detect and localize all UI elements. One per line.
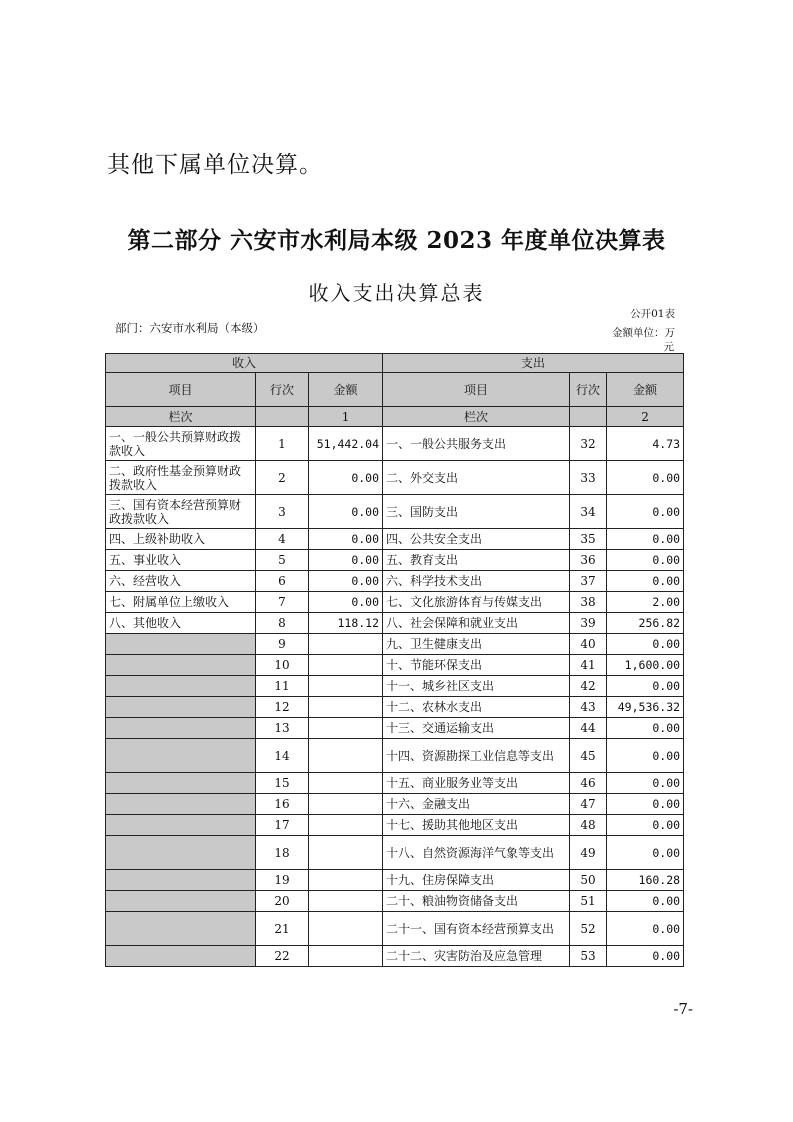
expense-item-cell: 八、社会保障和就业支出 [383, 613, 570, 634]
expense-row-no-cell: 44 [570, 718, 607, 739]
header-row-columns [106, 373, 684, 407]
expense-item-cell: 三、国防支出 [383, 495, 570, 529]
table-row [106, 655, 684, 676]
expense-item-cell: 二十二、灾害防治及应急管理 [383, 946, 570, 967]
income-amount-cell [309, 794, 383, 815]
expense-row-no-cell: 48 [570, 815, 607, 836]
page-number: -7- [673, 1000, 693, 1018]
expense-amount-cell: 0.00 [607, 461, 684, 495]
table-row [106, 634, 684, 655]
expense-amount-cell: 0.00 [607, 676, 684, 697]
expense-row-no-cell: 38 [570, 592, 607, 613]
table-row [106, 592, 684, 613]
income-item-cell [106, 773, 256, 794]
table-row [106, 815, 684, 836]
expense-amount-cell: 0.00 [607, 571, 684, 592]
income-item-cell [106, 946, 256, 967]
expense-row-no-header: 行次 [570, 373, 607, 407]
expense-amount-header: 金额 [607, 373, 684, 407]
expense-amount-cell: 0.00 [607, 495, 684, 529]
income-item-cell: 八、其他收入 [106, 613, 256, 634]
intro-text: 其他下属单位决算。 [107, 152, 323, 178]
expense-row-no-cell: 34 [570, 495, 607, 529]
income-row-no-cell: 16 [256, 794, 309, 815]
expense-amount-cell: 1,600.00 [607, 655, 684, 676]
income-item-cell: 六、经营收入 [106, 571, 256, 592]
expense-item-cell: 十七、援助其他地区支出 [383, 815, 570, 836]
expense-item-cell: 一、一般公共服务支出 [383, 427, 570, 461]
expense-item-cell: 十一、城乡社区支出 [383, 676, 570, 697]
income-row-no-cell: 17 [256, 815, 309, 836]
income-item-cell [106, 634, 256, 655]
expense-item-cell: 四、公共安全支出 [383, 529, 570, 550]
table-row [106, 836, 684, 870]
income-amount-cell [309, 836, 383, 870]
income-row-no-header: 行次 [256, 373, 309, 407]
expense-amount-cell: 2.00 [607, 592, 684, 613]
expense-item-cell: 六、科学技术支出 [383, 571, 570, 592]
expense-amount-cell: 0.00 [607, 634, 684, 655]
income-row-no-cell: 4 [256, 529, 309, 550]
income-item-header: 项目 [106, 373, 256, 407]
table-row [106, 571, 684, 592]
income-row-no-cell: 20 [256, 891, 309, 912]
expense-item-cell: 七、文化旅游体育与传媒支出 [383, 592, 570, 613]
expense-item-cell: 二十、粮油物资储备支出 [383, 891, 570, 912]
expense-item-cell: 五、教育支出 [383, 550, 570, 571]
expense-row-no-cell: 50 [570, 870, 607, 891]
expense-row-no-cell: 39 [570, 613, 607, 634]
expense-row-no-cell: 43 [570, 697, 607, 718]
expense-item-cell: 十、节能环保支出 [383, 655, 570, 676]
income-row-no-cell: 3 [256, 495, 309, 529]
income-row-no-cell: 5 [256, 550, 309, 571]
expense-item-cell: 十五、商业服务业等支出 [383, 773, 570, 794]
income-row-no-cell: 12 [256, 697, 309, 718]
income-amount-cell [309, 815, 383, 836]
expense-row-no-cell: 52 [570, 912, 607, 946]
table-row [106, 697, 684, 718]
table-row [106, 495, 684, 529]
expense-item-cell: 二十一、国有资本经营预算支出 [383, 912, 570, 946]
table-row [106, 718, 684, 739]
income-amount-cell: 0.00 [309, 461, 383, 495]
expense-item-cell: 二、外交支出 [383, 461, 570, 495]
table-row [106, 912, 684, 946]
expense-item-header: 项目 [383, 373, 570, 407]
income-amount-cell [309, 718, 383, 739]
table-row [106, 891, 684, 912]
income-item-cell [106, 815, 256, 836]
income-row-no-cell: 7 [256, 592, 309, 613]
income-item-cell [106, 870, 256, 891]
income-item-cell [106, 739, 256, 773]
table-row [106, 676, 684, 697]
amount-unit-line1: 金额单位：万 [612, 327, 675, 339]
income-col-index: 1 [309, 407, 383, 427]
expense-amount-cell: 0.00 [607, 773, 684, 794]
expense-amount-cell: 0.00 [607, 815, 684, 836]
income-col-label: 栏次 [106, 407, 256, 427]
expense-amount-cell: 49,536.32 [607, 697, 684, 718]
expense-amount-cell: 0.00 [607, 912, 684, 946]
income-item-cell [106, 912, 256, 946]
income-amount-cell [309, 697, 383, 718]
expense-row-no-cell: 41 [570, 655, 607, 676]
expense-item-cell: 十六、金融支出 [383, 794, 570, 815]
income-amount-cell: 118.12 [309, 613, 383, 634]
income-row-no-cell: 6 [256, 571, 309, 592]
department-label: 部门：六安市水利局（本级） [115, 321, 265, 335]
income-row-no-cell: 21 [256, 912, 309, 946]
expense-item-cell: 十二、农林水支出 [383, 697, 570, 718]
income-item-cell [106, 718, 256, 739]
expense-row-no-cell: 36 [570, 550, 607, 571]
income-item-cell [106, 697, 256, 718]
income-amount-cell [309, 773, 383, 794]
income-item-cell: 一、一般公共预算财政拨款收入 [106, 427, 256, 461]
income-item-cell [106, 676, 256, 697]
income-amount-cell [309, 739, 383, 773]
expense-amount-cell: 256.82 [607, 613, 684, 634]
expense-amount-cell: 0.00 [607, 550, 684, 571]
expense-col-blank [570, 407, 607, 427]
income-header: 收入 [106, 354, 383, 373]
income-amount-cell: 0.00 [309, 529, 383, 550]
expense-amount-cell: 160.28 [607, 870, 684, 891]
table-row [106, 613, 684, 634]
table-row [106, 794, 684, 815]
income-item-cell: 四、上级补助收入 [106, 529, 256, 550]
income-amount-cell [309, 655, 383, 676]
income-amount-cell [309, 634, 383, 655]
table-row [106, 461, 684, 495]
table-row [106, 739, 684, 773]
income-amount-cell: 0.00 [309, 495, 383, 529]
expense-amount-cell: 0.00 [607, 946, 684, 967]
expense-item-cell: 十八、自然资源海洋气象等支出 [383, 836, 570, 870]
expense-item-cell: 九、卫生健康支出 [383, 634, 570, 655]
expense-row-no-cell: 53 [570, 946, 607, 967]
income-row-no-cell: 13 [256, 718, 309, 739]
expense-header: 支出 [383, 354, 684, 373]
expense-amount-cell: 0.00 [607, 529, 684, 550]
part-title: 第二部分 六安市水利局本级 2023 年度单位决算表 [127, 227, 666, 254]
form-number: 公开01表 [630, 308, 675, 320]
income-amount-cell: 0.00 [309, 571, 383, 592]
income-row-no-cell: 1 [256, 427, 309, 461]
expense-item-cell: 十四、资源勘探工业信息等支出 [383, 739, 570, 773]
expense-item-cell: 十九、住房保障支出 [383, 870, 570, 891]
amount-unit [612, 326, 678, 354]
header-row-col-index [106, 407, 684, 427]
income-item-cell: 二、政府性基金预算财政拨款收入 [106, 461, 256, 495]
income-amount-cell [309, 891, 383, 912]
income-amount-cell [309, 946, 383, 967]
table-row [106, 550, 684, 571]
income-amount-header: 金额 [309, 373, 383, 407]
income-amount-cell [309, 870, 383, 891]
income-item-cell [106, 836, 256, 870]
expense-amount-cell: 0.00 [607, 718, 684, 739]
income-expense-table [105, 353, 684, 967]
expense-row-no-cell: 35 [570, 529, 607, 550]
table-row [106, 427, 684, 461]
income-amount-cell: 0.00 [309, 550, 383, 571]
expense-row-no-cell: 45 [570, 739, 607, 773]
expense-row-no-cell: 42 [570, 676, 607, 697]
income-item-cell: 三、国有资本经营预算财政拨款收入 [106, 495, 256, 529]
income-row-no-cell: 9 [256, 634, 309, 655]
table-row [106, 870, 684, 891]
expense-row-no-cell: 33 [570, 461, 607, 495]
expense-col-index: 2 [607, 407, 684, 427]
income-amount-cell [309, 676, 383, 697]
expense-row-no-cell: 37 [570, 571, 607, 592]
income-row-no-cell: 11 [256, 676, 309, 697]
amount-unit-line2: 元 [663, 341, 674, 353]
income-item-cell [106, 655, 256, 676]
table-row [106, 946, 684, 967]
expense-row-no-cell: 51 [570, 891, 607, 912]
income-item-cell: 七、附属单位上缴收入 [106, 592, 256, 613]
table-title: 收入支出决算总表 [308, 281, 485, 305]
income-row-no-cell: 8 [256, 613, 309, 634]
income-row-no-cell: 14 [256, 739, 309, 773]
income-row-no-cell: 18 [256, 836, 309, 870]
expense-row-no-cell: 46 [570, 773, 607, 794]
expense-item-cell: 十三、交通运输支出 [383, 718, 570, 739]
income-amount-cell [309, 912, 383, 946]
expense-col-label: 栏次 [383, 407, 570, 427]
income-row-no-cell: 2 [256, 461, 309, 495]
income-col-blank [256, 407, 309, 427]
table-row [106, 529, 684, 550]
income-row-no-cell: 10 [256, 655, 309, 676]
income-item-cell [106, 794, 256, 815]
income-row-no-cell: 19 [256, 870, 309, 891]
header-row-sections [106, 354, 684, 373]
expense-amount-cell: 0.00 [607, 891, 684, 912]
income-row-no-cell: 22 [256, 946, 309, 967]
income-item-cell [106, 891, 256, 912]
expense-amount-cell: 0.00 [607, 794, 684, 815]
income-item-cell: 五、事业收入 [106, 550, 256, 571]
income-row-no-cell: 15 [256, 773, 309, 794]
expense-amount-cell: 0.00 [607, 836, 684, 870]
expense-row-no-cell: 49 [570, 836, 607, 870]
expense-row-no-cell: 32 [570, 427, 607, 461]
expense-row-no-cell: 47 [570, 794, 607, 815]
expense-amount-cell: 4.73 [607, 427, 684, 461]
expense-amount-cell: 0.00 [607, 739, 684, 773]
income-amount-cell: 51,442.04 [309, 427, 383, 461]
income-amount-cell: 0.00 [309, 592, 383, 613]
expense-row-no-cell: 40 [570, 634, 607, 655]
table-row [106, 773, 684, 794]
